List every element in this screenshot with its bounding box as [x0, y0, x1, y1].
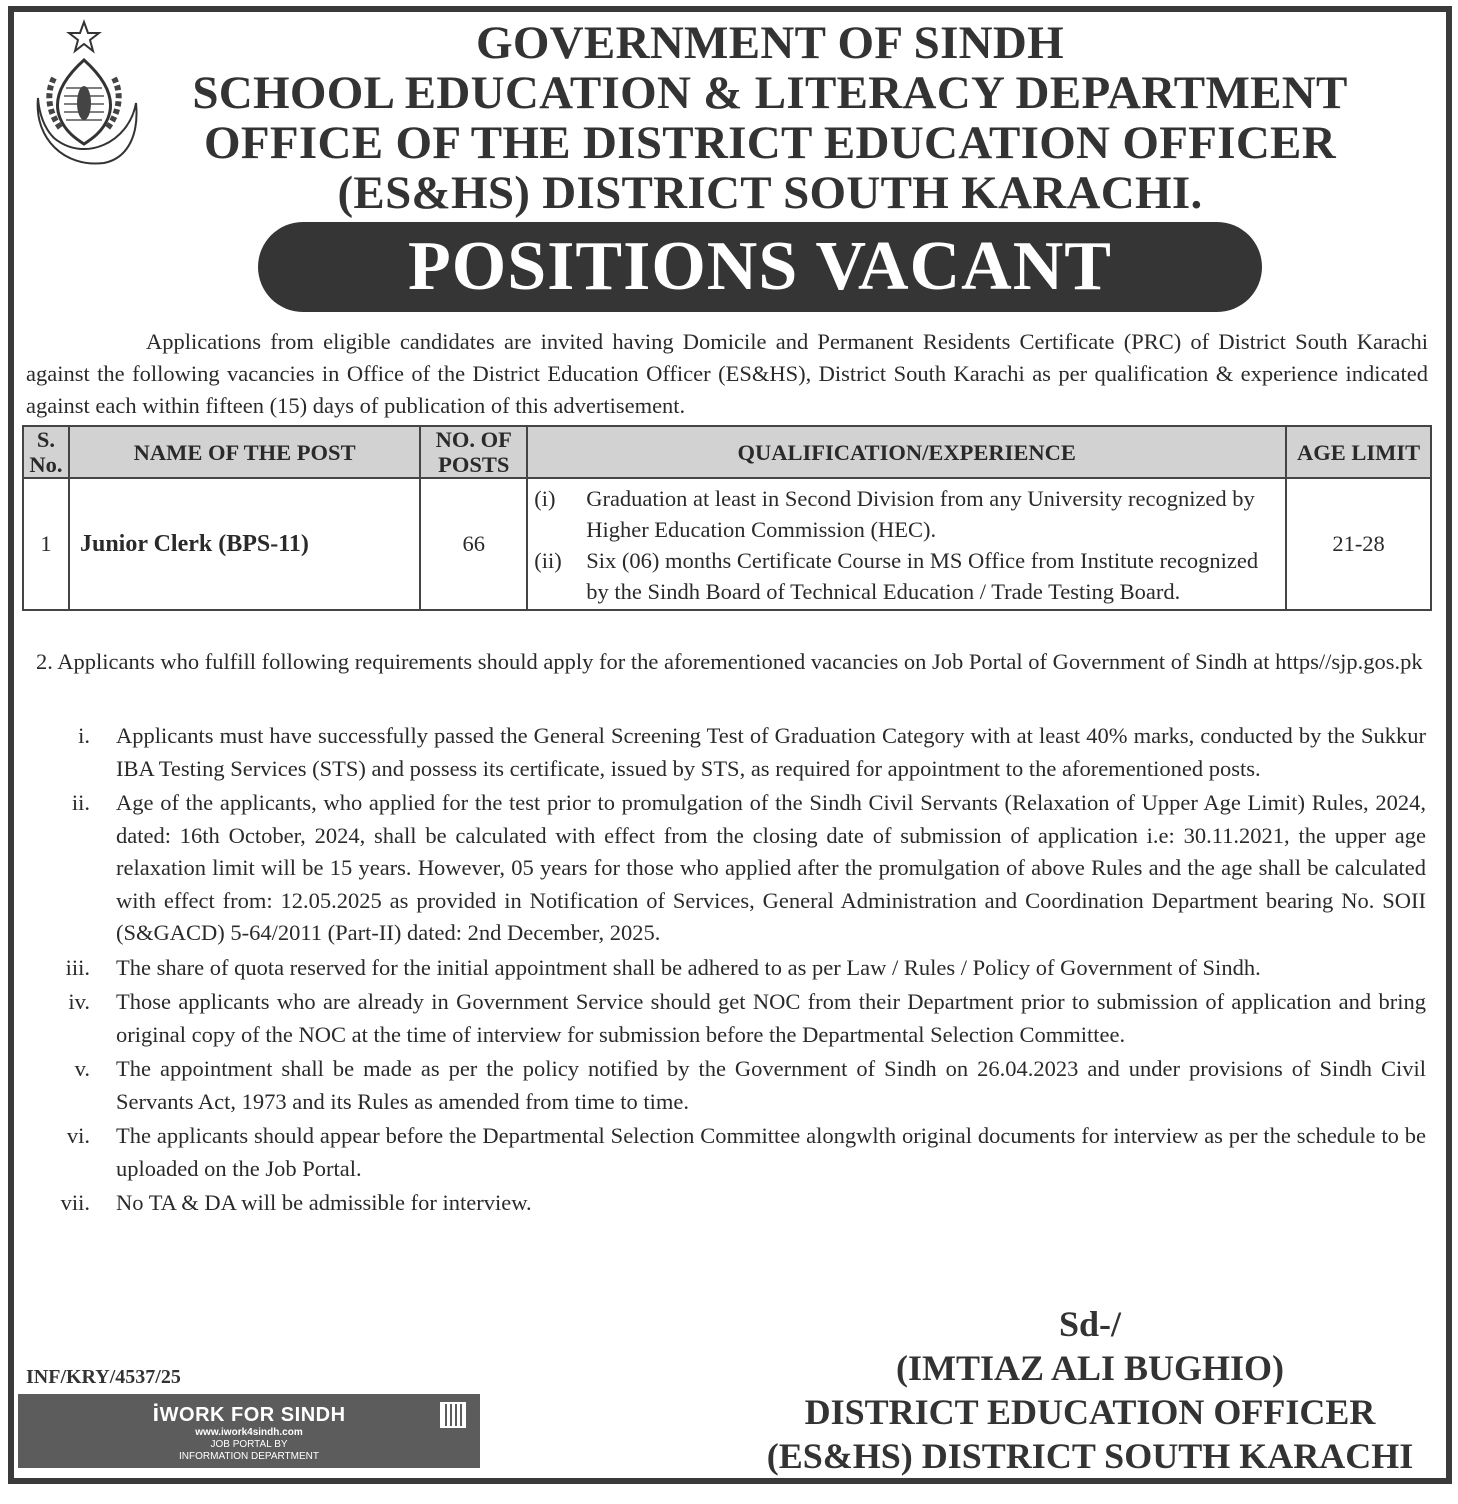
qualification-label: (i): [534, 486, 556, 511]
sindh-emblem-logo: [24, 18, 144, 166]
col-posts: NO. OF POSTS: [420, 426, 527, 478]
list-item: [26, 952, 1426, 985]
intro-paragraph: Applications from eligible candidates are invited having Domicile and Permanent Residents Certificate (PRC) of District South Karachi against the following vacancies in Office of the District Education Officer (ES&HS), District South Karachi as per qualification & experience indicated against each within fifteen (15) days of publication of this advertisement.: [26, 329, 1428, 418]
header-line-office: OFFICE OF THE DISTRICT EDUCATION OFFICER: [204, 117, 1336, 169]
qr-code-icon: [442, 1404, 464, 1426]
item-label: v.: [74, 1056, 90, 1081]
banner-line1: JOB PORTAL BY: [210, 1439, 288, 1450]
iwork-for-sindh-banner: [18, 1394, 480, 1468]
list-item: [26, 1187, 1426, 1220]
i-logo-icon: i: [152, 1400, 160, 1427]
item-text: Age of the applicants, who applied for the test prior to promulgation of the Sindh Civil Servants (Relaxation of Upper Age Limit) Rules, 2024, dated: 16th October, 2024, shall be calculated with effect from the closing date of submission of application i.e: 30.11.2021, the upper age relaxation limit will be 15 years. However, 05 years for those who applied after the promulgation of above Rules and the age shall be calculated with effect from: 12.05.2025 as provided in Notification of Services, General Administration and Coordination Department bearing No. SOII (S&GACD) 5-64/2011 (Part-II) dated: 2nd December, 2025.: [116, 790, 1426, 945]
col-age: AGE LIMIT: [1286, 426, 1431, 478]
cell-age: 21-28: [1286, 478, 1431, 610]
item-text: No TA & DA will be admissible for interview.: [116, 1190, 532, 1215]
item-label: i.: [78, 723, 90, 748]
banner-line2: INFORMATION DEPARTMENT: [179, 1451, 319, 1462]
item-label: iv.: [68, 989, 90, 1014]
cell-qualification: [527, 478, 1286, 610]
signature-block: [740, 1302, 1440, 1478]
qualification-text: Graduation at least in Second Division from any University recognized by Higher Education Commission (HEC).: [586, 486, 1255, 542]
col-post: NAME OF THE POST: [69, 426, 420, 478]
list-item: [26, 1120, 1426, 1185]
signature-name: (IMTIAZ ALI BUGHIO): [895, 1348, 1285, 1388]
table-row: [23, 478, 1431, 610]
banner-title-text: WORK FOR SINDH: [159, 1404, 346, 1426]
item-label: vii.: [60, 1190, 90, 1215]
cell-post: Junior Clerk (BPS-11): [69, 478, 420, 610]
signature-title: DISTRICT EDUCATION OFFICER: [804, 1392, 1376, 1432]
banner-url: www.iwork4sindh.com: [195, 1427, 303, 1438]
requirements-list: [26, 720, 1426, 1222]
vacancy-table: [22, 425, 1432, 611]
cell-sno: 1: [23, 478, 69, 610]
qualification-label: (ii): [534, 548, 562, 573]
reference-number: INF/KRY/4537/25: [26, 1366, 181, 1388]
banner-title: [18, 1402, 480, 1427]
item-label: vi.: [66, 1123, 90, 1148]
item-text: The appointment shall be made as per the policy notified by the Government of Sindh on 26.04.2023 and under provisions of Sindh Civil Servants Act, 1973 and its Rules as amended from time to time.: [116, 1056, 1426, 1114]
table-header-row: [23, 426, 1431, 478]
office-header: [150, 18, 1390, 218]
qualification-item: [534, 545, 1279, 607]
list-item: [26, 986, 1426, 1051]
list-item: [26, 787, 1426, 950]
cell-posts: 66: [420, 478, 527, 610]
item-text: The applicants should appear before the Departmental Selection Committee alongwlth original documents for interview as per the schedule to be uploaded on the Job Portal.: [116, 1123, 1426, 1181]
col-sno: S. No.: [23, 426, 69, 478]
item-label: ii.: [71, 790, 90, 815]
list-item: [26, 720, 1426, 785]
item-text: Those applicants who are already in Government Service should get NOC from their Department prior to submission of application and bring original copy of the NOC at the time of interview for submission before the Departmental Selection Committee.: [116, 989, 1426, 1047]
signature-office: (ES&HS) DISTRICT SOUTH KARACHI: [766, 1436, 1414, 1476]
header-line-district: (ES&HS) DISTRICT SOUTH KARACHI.: [337, 167, 1203, 219]
item-label: iii.: [65, 954, 90, 980]
list-item: [26, 1053, 1426, 1118]
header-line-department: SCHOOL EDUCATION & LITERACY DEPARTMENT: [192, 67, 1348, 119]
signature-sd: Sd-/: [1058, 1304, 1122, 1344]
item-text: Applicants must have successfully passed the General Screening Test of Graduation Category with at least 40% marks, conducted by the Sukkur IBA Testing Services (STS) and possess its certificate, issued by STS, as required for appointment to the aforementioned posts.: [116, 723, 1426, 781]
positions-vacant-banner: POSITIONS VACANT: [258, 222, 1262, 312]
header-line-government: GOVERNMENT OF SINDH: [475, 17, 1065, 69]
point-2-paragraph: 2. Applicants who fulfill following requirements should apply for the aforementioned vacancies on Job Portal of Government of Sindh at https//sjp.gos.pk: [36, 649, 1423, 674]
qualification-item: [534, 483, 1279, 545]
item-text: The share of quota reserved for the initial appointment shall be adhered to as per Law / Rules / Policy of Government of Sindh.: [116, 954, 1261, 980]
qualification-text: Six (06) months Certificate Course in MS Office from Institute recognized by the Sindh Board of Technical Education / Trade Testing Board.: [586, 548, 1259, 604]
col-qualification: QUALIFICATION/EXPERIENCE: [527, 426, 1286, 478]
